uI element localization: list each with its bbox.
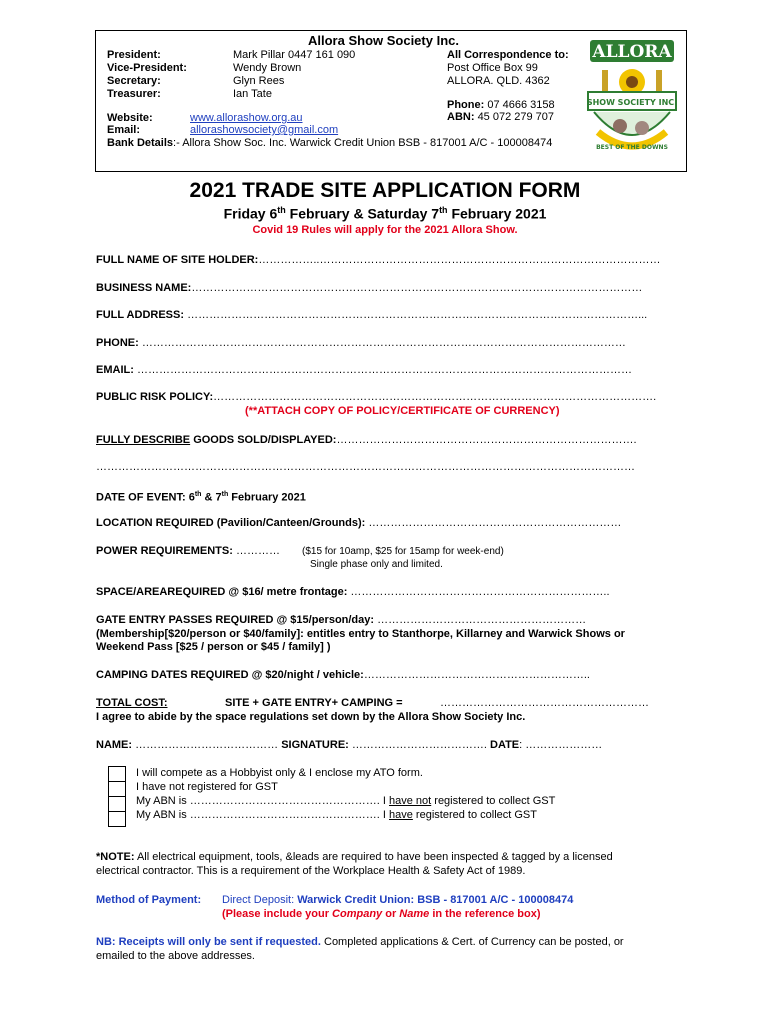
business-name-field[interactable]	[96, 282, 642, 295]
option-not-gst: I have not registered for GST	[136, 781, 278, 793]
address-blank[interactable]: ……………………………………………………………………………………………………………...	[187, 309, 648, 321]
goods-label: GOODS SOLD/DISPLAYED:	[190, 434, 337, 446]
option-text: registered to collect GST	[412, 809, 537, 821]
show-date-part: February & Saturday 7	[285, 205, 440, 222]
event-date-part: February 2021	[228, 491, 306, 504]
power-note-2: Single phase only and limited.	[310, 559, 443, 570]
signature-line[interactable]	[96, 739, 602, 752]
phone-label: Phone:	[447, 99, 485, 111]
receipt-note-text: Completed applications & Cert. of Currency can be posted, or	[320, 936, 624, 948]
show-dates	[0, 205, 770, 222]
receipt-note-bold: NB: Receipts will only be sent if requested.	[96, 936, 321, 948]
event-date	[96, 488, 306, 505]
checkbox-abn-registered[interactable]	[108, 811, 126, 827]
reference-name: Name	[399, 908, 430, 920]
location-field[interactable]	[96, 517, 621, 530]
abn-value: 45 072 279 707	[477, 111, 555, 123]
abn-line	[447, 111, 554, 124]
address-label: FULL ADDRESS:	[96, 309, 184, 321]
option-abn-not-registered	[136, 795, 555, 807]
email-link[interactable]: allorashowsociety@gmail.com	[190, 124, 339, 136]
show-date-part: Friday 6	[223, 205, 278, 222]
officer-name-vice-president: Wendy Brown	[233, 62, 302, 74]
officer-role-treasurer: Treasurer:	[107, 88, 161, 100]
option-text: registered to collect GST	[431, 795, 556, 807]
logo-bottom-text: BEST OF THE DOWNS	[596, 144, 668, 151]
space-label: SPACE/AREAREQUIRED @ $16/ metre frontage:	[96, 586, 348, 598]
reference-text: or	[382, 908, 400, 920]
logo-emblem-icon	[584, 36, 680, 160]
location-blank[interactable]: ……………………………………………………………	[365, 517, 622, 529]
receipt-note-1	[96, 936, 624, 948]
checkbox-not-gst-registered[interactable]	[108, 781, 126, 797]
risk-policy-blank[interactable]: ………………………………………………………………………………………………………….	[213, 391, 657, 403]
membership-note-1: (Membership[$20/person or $40/family]: entitles entry to Stanthorpe, Killarney and Warwick Shows or	[96, 628, 625, 640]
power-blank[interactable]: …………	[232, 545, 280, 557]
society-name: Allora Show Society Inc.	[308, 33, 459, 48]
location-label: LOCATION REQUIRED (Pavilion/Canteen/Grounds):	[96, 517, 366, 529]
checkbox-abn-not-registered[interactable]	[108, 796, 126, 812]
event-date-part: & 7	[201, 491, 222, 504]
website-label: Website:	[107, 112, 153, 124]
total-cost-blank[interactable]: …………………………………………………	[440, 697, 649, 709]
membership-note-2: Weekend Pass [$25 / person or $45 / family] )	[96, 641, 331, 653]
officer-role-secretary: Secretary:	[107, 75, 161, 87]
option-text-underlined: have not	[389, 795, 432, 807]
date-label: DATE	[490, 739, 520, 751]
date-blank[interactable]: : …………………	[519, 739, 603, 751]
event-date-part: DATE OF EVENT: 6	[96, 491, 195, 504]
phone-blank[interactable]: ……………………………………………………………………………………………………………………	[141, 337, 626, 349]
power-field[interactable]	[96, 545, 280, 558]
logo-middle-text: SHOW SOCIETY INC.	[586, 98, 678, 107]
goods-field[interactable]	[96, 434, 637, 447]
total-cost-items: SITE + GATE ENTRY+ CAMPING =	[225, 697, 403, 709]
address-field[interactable]	[96, 309, 647, 322]
goods-label-underlined: FULLY DESCRIBE	[96, 434, 191, 446]
email-label: Email:	[107, 124, 141, 136]
note-label: *NOTE:	[96, 851, 135, 863]
agreement-statement: I agree to abide by the space regulations set down by the Allora Show Society Inc.	[96, 711, 526, 723]
option-text-underlined: have	[389, 809, 413, 821]
name-label: NAME:	[96, 739, 133, 751]
officer-role-president: President:	[107, 49, 161, 61]
total-cost-label: TOTAL COST:	[96, 697, 168, 709]
risk-policy-label: PUBLIC RISK POLICY:	[96, 391, 214, 403]
abn-label: ABN:	[447, 111, 475, 123]
covid-notice: Covid 19 Rules will apply for the 2021 Allora Show.	[252, 224, 518, 236]
receipt-note-2: emailed to the above addresses.	[96, 950, 255, 962]
full-name-blank[interactable]: ……………..…………………………………………………………………………………	[258, 254, 661, 266]
gate-field[interactable]	[96, 614, 586, 627]
gate-label: GATE ENTRY PASSES REQUIRED @ $15/person/day:	[96, 614, 375, 626]
po-box: Post Office Box 99	[447, 62, 538, 74]
camping-field[interactable]	[96, 669, 590, 682]
bank-value: :- Allora Show Soc. Inc. Warwick Credit Union BSB - 817001 A/C - 100008474	[173, 137, 553, 149]
form-title: 2021 TRADE SITE APPLICATION FORM	[189, 179, 581, 202]
risk-policy-field[interactable]	[96, 391, 656, 404]
show-date-sup: th	[277, 205, 286, 215]
goods-blank-line2[interactable]: …………………………………………………………………………………………………………………………………	[96, 461, 635, 473]
payment-method-label: Method of Payment:	[96, 894, 202, 906]
electrical-note-2: electrical contractor. This is a requirement of the Workplace Health & Safety Act of 1989.	[96, 865, 526, 877]
goods-blank[interactable]: ……………………………………………………………………….	[336, 434, 637, 446]
camping-label: CAMPING DATES REQUIRED @ $20/night / vehicle:	[96, 669, 364, 681]
option-hobbyist: I will compete as a Hobbyist only & I enclose my ATO form.	[136, 767, 423, 779]
camping-blank[interactable]: ……………………………………………………..	[363, 669, 590, 681]
officer-name-president: Mark Pillar 0447 161 090	[233, 49, 356, 61]
reference-text: in the reference box)	[429, 908, 541, 920]
show-date-part: February 2021	[447, 205, 547, 222]
town-address: ALLORA. QLD. 4362	[447, 75, 550, 87]
signature-blank[interactable]: ……………………………….	[348, 739, 487, 751]
power-label: POWER REQUIREMENTS:	[96, 545, 233, 557]
option-text: My ABN is ……………………………………………. I	[136, 795, 390, 807]
attach-policy-note: (**ATTACH COPY OF POLICY/CERTIFICATE OF CURRENCY)	[245, 405, 560, 417]
email-field-label: EMAIL:	[96, 364, 134, 376]
event-date-sup: th	[194, 491, 202, 498]
logo-title-text: ALLORA	[592, 42, 672, 62]
bank-account-details: Warwick Credit Union: BSB - 817001 A/C - 100008474	[297, 894, 574, 906]
signature-label: SIGNATURE:	[281, 739, 349, 751]
phone-field-label: PHONE:	[96, 337, 139, 349]
email-blank[interactable]: ………………………………………………………………………………………………………………………	[136, 364, 632, 376]
email-field[interactable]	[96, 364, 632, 377]
show-date-sup: th	[439, 205, 448, 215]
officer-name-secretary: Glyn Rees	[233, 75, 285, 87]
gate-blank[interactable]: …………………………………………………	[374, 614, 587, 626]
space-blank[interactable]: ……………………………………………………………..	[347, 586, 610, 598]
direct-deposit-label: Direct Deposit:	[222, 894, 295, 906]
option-abn-registered	[136, 809, 537, 821]
event-date-sup: th	[221, 491, 229, 498]
note-text: All electrical equipment, tools, &leads are required to have been inspected & tagged by a licensed	[134, 851, 613, 863]
officer-role-vice-president: Vice-President:	[107, 62, 187, 74]
reference-note	[222, 908, 541, 920]
checkbox-hobbyist[interactable]	[108, 766, 126, 782]
reference-text: (Please include your	[222, 908, 333, 920]
power-note-1: ($15 for 10amp, $25 for 15amp for week-end)	[302, 546, 504, 557]
website-link[interactable]: www.allorashow.org.au	[190, 112, 303, 124]
name-blank[interactable]: …………………………………	[132, 739, 279, 751]
allora-show-logo	[584, 36, 680, 160]
full-name-field[interactable]	[96, 254, 660, 267]
officer-name-treasurer: Ian Tate	[233, 88, 272, 100]
bank-details	[107, 137, 552, 150]
business-name-label: BUSINESS NAME:	[96, 282, 192, 294]
option-text: My ABN is ……………………………………………. I	[136, 809, 390, 821]
phone-value: 07 4666 3158	[487, 99, 555, 111]
full-name-label: FULL NAME OF SITE HOLDER:	[96, 254, 259, 266]
payment-method-detail	[222, 894, 573, 906]
space-field[interactable]	[96, 586, 610, 599]
bank-label: Bank Details	[107, 137, 174, 149]
reference-company: Company	[332, 908, 383, 920]
phone-field[interactable]	[96, 337, 626, 350]
business-name-blank[interactable]: ……………………………………………………………………………………………………………	[191, 282, 643, 294]
electrical-note-1	[96, 851, 613, 863]
correspondence-label: All Correspondence to:	[447, 49, 569, 61]
